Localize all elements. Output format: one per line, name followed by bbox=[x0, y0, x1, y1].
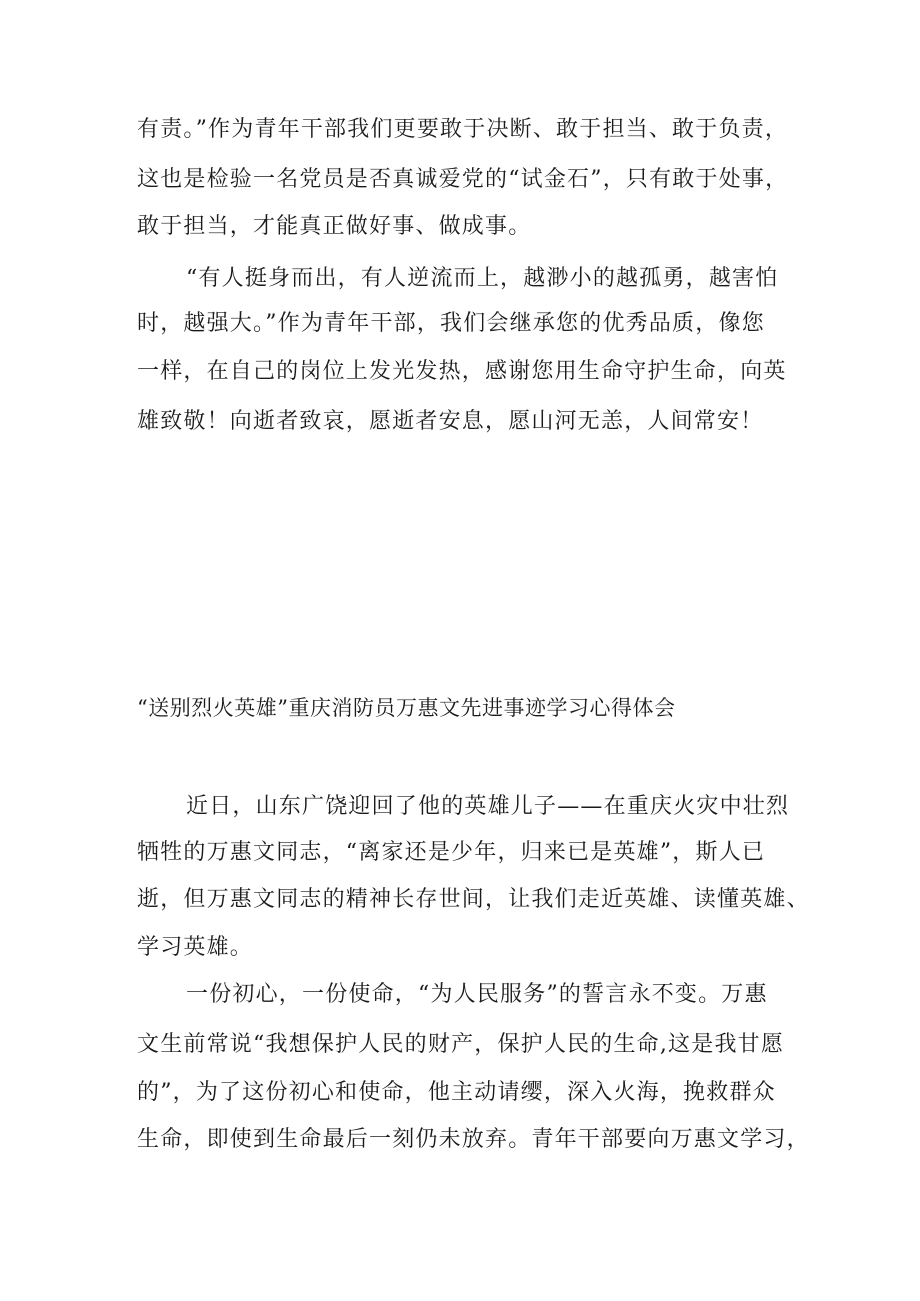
paragraph-line: 有责。”作为青年干部我们更要敢于决断、敢于担当、敢于负责， bbox=[137, 117, 789, 142]
paragraph-line: 生命，即使到生命最后一刻仍未放弃。青年干部要向万惠文学习， bbox=[137, 1127, 810, 1152]
paragraph-line: 近日，山东广饶迎回了他的英雄儿子——在重庆火灾中壮烈 bbox=[186, 794, 790, 819]
paragraph-line: 雄致敬！向逝者致哀，愿逝者安息，愿山河无恙，人间常安！ bbox=[137, 409, 764, 434]
paragraph-line: 逝，但万惠文同志的精神长存世间，让我们走近英雄、读懂英雄、 bbox=[137, 887, 810, 912]
paragraph-line: 牺牲的万惠文同志，“离家还是少年，归来已是英雄”，斯人已 bbox=[137, 840, 766, 865]
paragraph-line: 一样，在自己的岗位上发光发热，感谢您用生命守护生命，向英 bbox=[137, 359, 787, 384]
paragraph-line: 学习英雄。 bbox=[137, 935, 254, 960]
paragraph-line: 的”，为了这份初心和使命，他主动请缨，深入火海，挽救群众 bbox=[137, 1080, 776, 1105]
paragraph-line: 一份初心，一份使命，“为人民服务”的誓言永不变。万惠 bbox=[186, 982, 768, 1007]
paragraph-line: 时，越强大。”作为青年干部，我们会继承您的优秀品质，像您 bbox=[137, 311, 765, 336]
paragraph-line: 敢于担当，才能真正做好事、做成事。 bbox=[137, 214, 532, 239]
paragraph-line: 这也是检验一名党员是否真诚爱党的“试金石”，只有敢于处事， bbox=[137, 167, 789, 192]
paragraph-line: 文生前常说“我想保护人民的财产，保护人民的生命,这是我甘愿 bbox=[137, 1032, 785, 1057]
paragraph-line: “有人挺身而出，有人逆流而上，越渺小的越孤勇，越害怕 bbox=[186, 266, 779, 291]
article-title: “送别烈火英雄”重庆消防员万惠文先进事迹学习心得体会 bbox=[137, 696, 676, 720]
